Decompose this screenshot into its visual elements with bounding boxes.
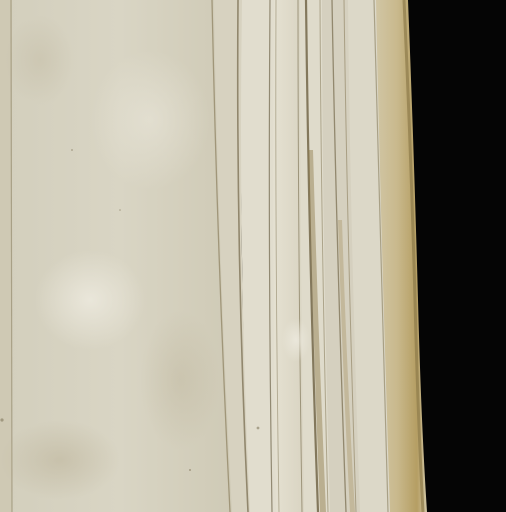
surface-dirt [140,310,220,450]
surface-dirt [0,420,120,500]
surface-dirt [5,15,75,105]
surface-spot [35,250,145,350]
surface-spot [282,318,310,362]
surface-spot [90,50,210,190]
